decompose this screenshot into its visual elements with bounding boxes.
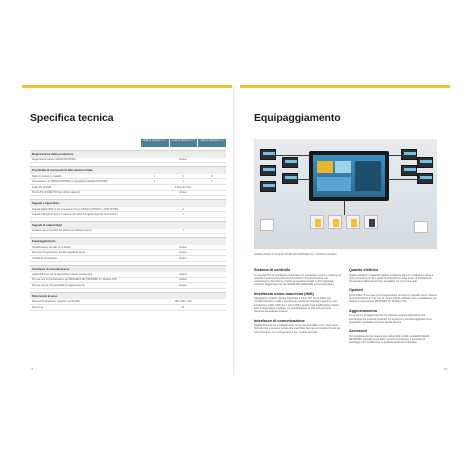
spec-section-title: Segnali di output liberi: [30, 221, 226, 229]
spec-row-label: Segnali digitali SDS (si più connessioni di rete SIGMA CONTROL, LOOP PCP55): [32, 207, 119, 211]
network-module-icon: [401, 149, 417, 160]
left-accent-bar: [22, 85, 232, 88]
spec-row-value: Incluso: [179, 245, 187, 249]
section-subheading: Quadro elettrico: [349, 268, 379, 272]
section-body-text: Navigazione intuitiva, display industriale a colori TFT da 12 pollici con retroilluminazione a LED e touchscreen resistente ai liquidi, capacitivo, con interfaccia a 1280 x 800 pixel, porta USB e quattro tasti multifunzione rotativi. LED di diagnostica e tastiera. La visualizzazione in stile web permette l'accesso da qualsiasi browser.: [254, 297, 340, 314]
spec-row-value: 8: [211, 174, 213, 178]
spec-section-title: Possibilità di connessione alla stazione finale: [30, 166, 226, 174]
spec-row-value: Incluso: [179, 278, 187, 282]
plant-component-icon: [364, 215, 378, 229]
spec-row-value: Incluso: [179, 284, 187, 288]
spec-row: [30, 158, 226, 164]
section-body-text: Gigabit Ethernet per il collegamento con la rete aziendale e con i web server. Servizio mail e accesso remoto alla macchina. Slot per connessioni di rete per comunicazione con i compressori e per i moduli opzionali.: [254, 324, 341, 334]
network-module-icon: [417, 173, 433, 184]
spec-row-label: Indicatore per il controllo del sistema (condizioni esterni): [32, 229, 92, 233]
plant-component-icon: [328, 215, 342, 229]
plant-component-icon: [346, 215, 360, 229]
spec-row-label: Registrazione tramite SIGMA NETWORK: [32, 158, 76, 162]
spec-row: [30, 256, 226, 262]
page-number-left: 14: [30, 367, 34, 371]
sensor-icon: [260, 219, 274, 231]
spec-row-label: Segnali analogici di ritorno / rotazione dei valori di segnali (ingresso di pressione): [32, 213, 118, 217]
section-body-text: Porta SIMA TS nel case per la supervisione remota con pannello touch. Sistemi di comunicazione in rete: bus di campo tramite software web e installazione per sistemi di supervisione PROFINET IO, Modbus TCP.: [349, 293, 437, 304]
network-module-icon: [260, 149, 276, 160]
section-body-text: Per l'ampliamento del sistema sono disponibili moduli compatibili SIGMA NETWORK, pannelli di comando, sensori di pressione e accessori di montaggio per l'installazione in qualsiasi ambiente industriale.: [349, 334, 430, 345]
section-subheading: Aggiornamento: [349, 308, 378, 313]
spec-row: [30, 305, 226, 311]
spec-row-label: Indice PC di SIMA: [32, 185, 52, 189]
spec-row-value: 4: [182, 207, 184, 211]
spec-section-title: Interfacce di comunicazione: [30, 265, 226, 273]
equipment-column-1: [254, 263, 342, 334]
spec-row-value: Incluso in ticket: [174, 185, 192, 189]
equipment-heading: Equipaggiamento: [254, 112, 341, 124]
spec-row-value: Incluso: [179, 256, 187, 260]
photo-caption: Quadro elettrico di comando SIGMA AIR MANAGER 4.0 - Dotazione standard: [254, 253, 337, 256]
section-subheading: Sistema di controllo: [254, 268, 291, 272]
spec-table-body: [30, 150, 226, 311]
spec-row-value: 1: [153, 174, 155, 178]
network-module-icon: [282, 173, 298, 184]
network-module-icon: [401, 165, 417, 176]
network-module-icon: [260, 165, 276, 176]
spec-row-label: Per una rete di comunicazione per PROFIBUS DP, PROFINET IO, Modbus TCP: [32, 278, 117, 282]
section-subheading: Accessori: [349, 329, 368, 334]
spec-row-label: Contatti di connessione: [32, 256, 57, 260]
section-body-text: Quadro elettrico in materiale plastico resistente agli urti, ventilazione attiva e porta, protezione IP 54 e grado di protezione in base al tipo di installazione. Connessione Ethernet di serie, ampliabile per l'uso come hub.: [349, 273, 434, 284]
spec-row-value: Incluso: [179, 272, 187, 276]
spec-row: [30, 191, 226, 197]
control-cabinet-photo: [254, 139, 437, 249]
pendant-panel-icon: [414, 221, 428, 233]
spec-row-value: 1: [182, 180, 184, 184]
spec-row-value: Incluso: [179, 191, 187, 195]
spec-row-value: 480 x 380 x 180: [174, 300, 192, 304]
spec-section-title: Segnali e input liberi: [30, 199, 226, 207]
page-gutter: [233, 85, 235, 375]
spec-row-label: Gigabit Ethernet per la supervisione tramite browser web: [32, 272, 93, 276]
plant-component-icon: [310, 215, 324, 229]
section-body-text: Lo speciale PC ad architettura industriale con processore veloce è conforme ai requisiti di potenza dei processi di controllo e di comunicazione dei compressori e del sistema. Il sistema operativo basato su PC industriale consente l'aggiornamento del SIGMA AIR MANAGER senza interruzioni.: [254, 273, 342, 287]
spec-row: [30, 283, 226, 289]
spec-column-header: SIMA 20 SERVER PC 3: [198, 139, 226, 147]
spec-column-header: SIMA 20 SERVER PC 1: [141, 139, 169, 147]
section-subheading: Opzioni: [349, 288, 363, 293]
spec-row-value: 4: [153, 180, 155, 184]
network-module-icon: [417, 157, 433, 168]
spec-row: [30, 229, 226, 235]
network-module-icon: [282, 157, 298, 168]
spec-row-label: Visualizzazione dei dati con il display: [32, 245, 72, 249]
section-subheading: Interfacce di comunicazione: [254, 318, 305, 323]
spec-row-label: Dimensioni (larghezza x altezza x profondità): [32, 300, 80, 304]
page-number-right: 15: [444, 367, 448, 371]
equipment-column-2: [349, 263, 437, 345]
spec-section-title: Equipaggiamento: [30, 237, 226, 245]
section-subheading: Interfaccia uomo-macchina (HMI): [254, 291, 314, 296]
spec-row-label: Peso in kg: [32, 305, 44, 309]
section-body-text: Le versioni e gli aggiornamenti del software vengono effettuati senza interruzione dei processi produttivi. Le funzioni e i pacchetti aggiuntivi sono acquisibili in qualsiasi momento tramite licenza.: [349, 314, 432, 324]
spec-row-label: Memoria di registrazione ad alta capacità (1 anno): [32, 251, 86, 255]
spec-section-title: Dimensioni & peso: [30, 292, 226, 300]
spec-row-label: Connessione con SIGMA CONTROL e integrazione SIGMA NETWORK: [32, 180, 108, 184]
spec-row-value: 1: [182, 229, 184, 233]
hmi-display-icon: [309, 151, 389, 201]
spec-row-value: 4: [182, 174, 184, 178]
spec-table-header: [140, 139, 226, 147]
spec-heading: Specifica tecnica: [30, 112, 114, 124]
spec-row: [30, 212, 226, 218]
spec-row-value: 2: [182, 213, 184, 217]
spec-row-value: 22: [181, 305, 185, 309]
network-module-icon: [260, 181, 276, 192]
spec-row-label: Slot per schede SD (ampliabili per aggiornamenti): [32, 284, 85, 288]
right-accent-bar: [240, 85, 450, 88]
spec-row-value: Incluso: [179, 158, 187, 162]
spec-row-label: Stallo di prodotti in modalità: [32, 174, 62, 178]
spec-table: [30, 139, 226, 311]
spec-row-label: Prezzo PC di SIMA TSC (per ordine sistema): [32, 191, 80, 195]
spec-row-value: 7: [211, 180, 213, 184]
spec-column-header: SIMA 20 SERVER PC 2: [170, 139, 198, 147]
spec-row-value: Incluso: [179, 251, 187, 255]
spec-section-title: Registrazione della produzione: [30, 150, 226, 158]
